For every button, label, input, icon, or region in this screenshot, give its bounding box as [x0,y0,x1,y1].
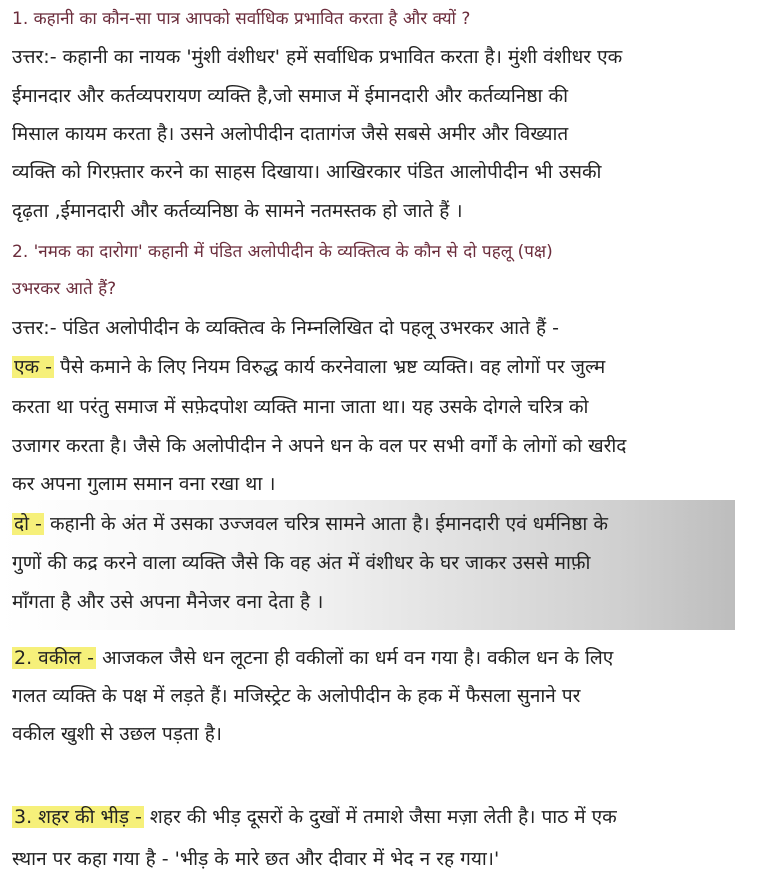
bheed-line-2: स्थान पर कहा गया है - 'भीड़ के मारे छत और दीवार में भेद न रह गया।' [12,848,500,870]
point-do-text: कहानी के अंत में उसका उज्जवल चरित्र सामने आता है। ईमानदारी एवं धर्मनिष्ठा के [43,513,608,535]
point-do-line-1 [12,507,608,541]
point-ek-text: पैसे कमाने के लिए नियम विरुद्ध कार्य करनेवाला भ्रष्ट व्यक्ति। वह लोगों पर जुल्म [54,356,606,378]
point-ek-line-2: करता था परंतु समाज में सफ़ेदपोश व्यक्ति माना जाता था। यह उसके दोगले चरित्र को [12,396,589,418]
vakil-label: 2. वकील - [14,647,95,669]
question-2-line-2: उभरकर आते हैं? [12,279,117,299]
page-edge [735,500,768,630]
vakil-text: आजकल जैसे धन लूटना ही वकीलों का धर्म वन गया है। वकील धन के लिए [96,647,614,669]
vakil-line-1 [12,641,613,675]
bheed-line-1 [12,800,617,834]
bheed-label: 3. शहर की भीड़ - [14,806,142,828]
vakil-line-3: वकील खुशी से उछल पड़ता है। [12,723,222,745]
point-do-label: दो - [14,513,42,535]
point-ek-label: एक - [14,356,52,378]
question-1: 1. कहानी का कौन-सा पात्र आपको सर्वाधिक प्रभावित करता है और क्यों ? [12,9,471,29]
question-2-line-1: 2. 'नमक का दारोगा' कहानी में पंडित अलोपीदीन के व्यक्तित्व के कौन से दो पहलू (पक्ष) [12,242,553,262]
point-ek-line-1 [12,350,605,384]
point-ek-line-3: उजागर करता है। जैसे कि अलोपीदीन ने अपने धन के वल पर सभी वर्गों के लोगों को खरीद [12,435,627,457]
answer-2-intro: उत्तर:- पंडित अलोपीदीन के व्यक्तित्व के निम्नलिखित दो पहलू उभरकर आते हैं - [12,317,559,339]
answer-1-line-2: ईमानदार और कर्तव्यपरायण व्यक्ति है,जो समाज में ईमानदारी और कर्तव्यनिष्ठा की [12,85,569,107]
answer-1-line-5: दृढ़ता ,ईमानदारी और कर्तव्यनिष्ठा के सामने नतमस्तक हो जाते हैं । [12,200,463,222]
point-do-line-3: माँगता है और उसे अपना मैनेजर वना देता है । [12,591,324,613]
point-do-line-2: गुणों की कद्र करने वाला व्यक्ति जैसे कि वह अंत में वंशीधर के घर जाकर उससे माफ़ी [12,552,591,574]
answer-1-line-3: मिसाल कायम करता है। उसने अलोपीदीन दातागंज जैसे सबसे अमीर और विख्यात [12,123,569,145]
bheed-text: शहर की भीड़ दूसरों के दुखों में तमाशे जैसा मज़ा लेती है। पाठ में एक [143,806,617,828]
point-ek-line-4: कर अपना गुलाम समान वना रखा था । [12,473,276,495]
answer-1-line-1: उत्तर:- कहानी का नायक 'मुंशी वंशीधर' हमें सर्वाधिक प्रभावित करता है। मुंशी वंशीधर एक [12,46,623,68]
answer-1-line-4: व्यक्ति को गिरफ़्तार करने का साहस दिखाया। आखिरकार पंडित आलोपीदीन भी उसकी [12,161,602,183]
vakil-line-2: गलत व्यक्ति के पक्ष में लड़ते हैं। मजिस्ट्रेट के अलोपीदीन के हक में फैसला सुनाने पर [12,685,581,707]
